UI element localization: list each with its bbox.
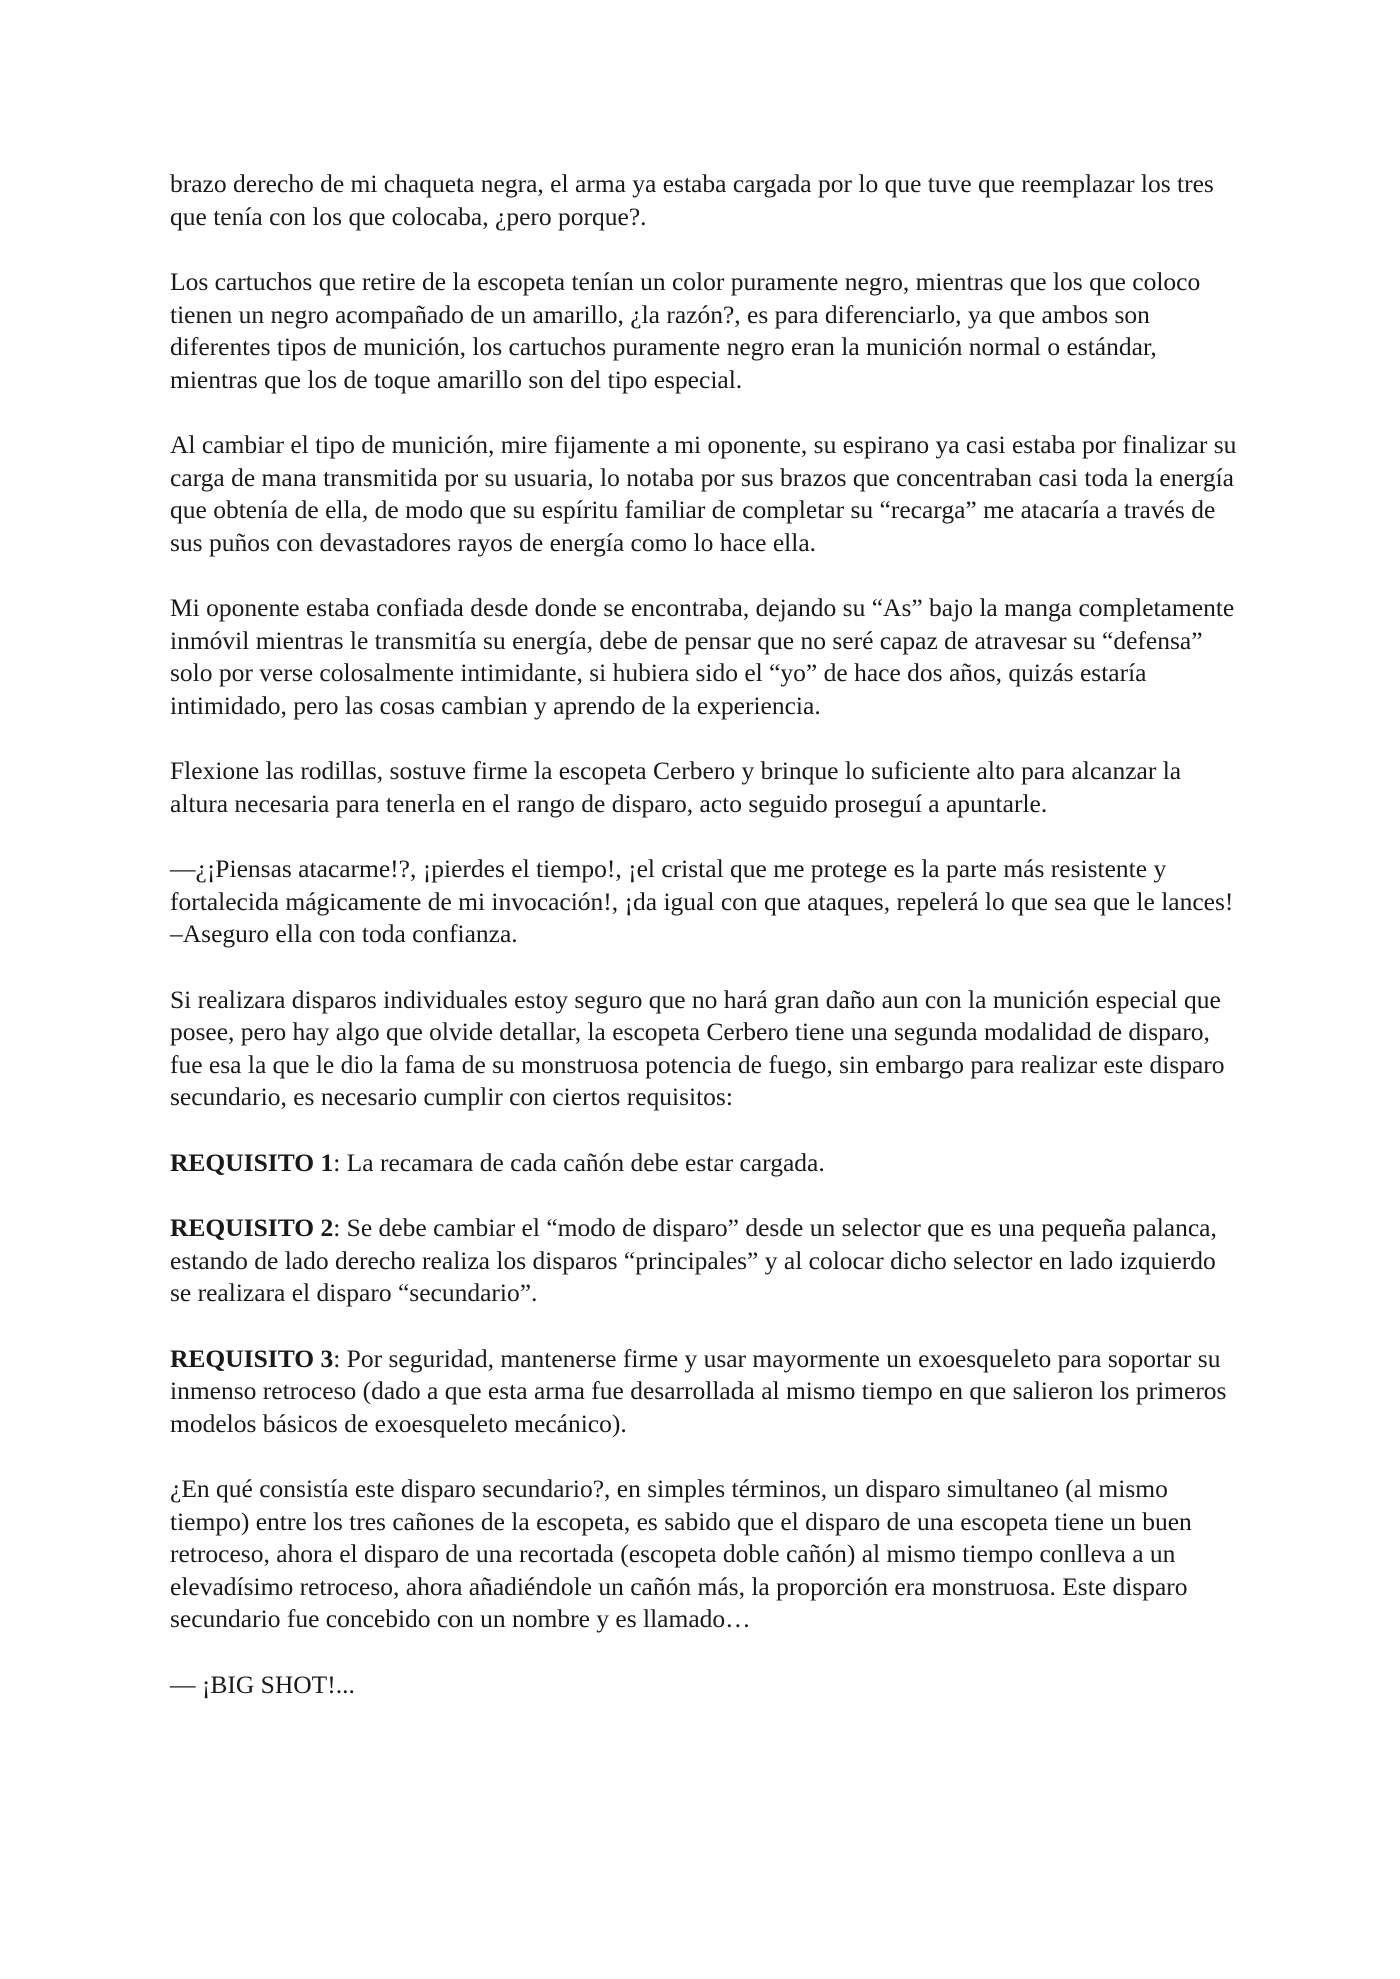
paragraph-2: Los cartuchos que retire de la escopeta tenían un color puramente negro, mientras que los que coloco tienen un negro acompañado de un amarillo, ¿la razón?, es para diferenciarlo, ya que ambos son diferentes tipos de munición, los cartuchos puramente negro eran la munición normal o estándar, mientras que los de toque amarillo son del tipo especial.	[170, 267, 1201, 394]
requirement-2-label: REQUISITO 2	[170, 1213, 334, 1242]
paragraph-1: brazo derecho de mi chaqueta negra, el arma ya estaba cargada por lo que tuve que reemplazar los tres que tenía con los que colocaba, ¿pero porque?.	[170, 169, 1214, 231]
paragraph-5: Flexione las rodillas, sostuve firme la escopeta Cerbero y brinque lo suficiente alto para alcanzar la altura necesaria para tenerla en el rango de disparo, acto seguido proseguí a apuntarle.	[170, 756, 1182, 818]
paragraph-7: Si realizara disparos individuales estoy seguro que no hará gran daño aun con la munición especial que posee, pero hay algo que olvide detallar, la escopeta Cerbero tiene una segunda modalidad de disparo, fue esa la que le dio la fama de su monstruosa potencia de fuego, sin embargo para realizar este disparo secundario, es necesario cumplir con ciertos requisitos:	[170, 984, 1225, 1111]
paragraph-8: ¿En qué consistía este disparo secundario?, en simples términos, un disparo simultaneo (al mismo tiempo) entre los tres cañones de la escopeta, es sabido que el disparo de una escopeta tiene un buen retroceso, ahora el disparo de una recortada (escopeta doble cañón) al mismo tiempo conlleva a un elevadísimo retroceso, ahora añadiéndole un cañón más, la proporción era monstruosa. Este disparo secundario fue concebido con un nombre y es llamado…	[170, 1474, 1192, 1633]
requirement-1	[170, 1147, 1240, 1180]
requirement-2	[170, 1212, 1240, 1310]
closing-line: — ¡BIG SHOT!...	[170, 1669, 355, 1699]
requirement-2-text: : Se debe cambiar el “modo de disparo” desde un selector que es una pequeña palanca, estando de lado derecho realiza los disparos “principales” y al colocar dicho selector en lado izquierdo se realizara el disparo “secundario”.	[170, 1213, 1217, 1307]
requirement-3-label: REQUISITO 3	[170, 1343, 334, 1373]
requirement-3-text: : Por seguridad, mantenerse firme y usar mayormente un exoesqueleto para soportar su inmenso retroceso (dado a que esta arma fue desarrollada al mismo tiempo en que salieron los primeros modelos básicos de exoesqueleto mecánico).	[170, 1343, 1227, 1438]
document-page	[170, 168, 1240, 1734]
paragraph-3: Al cambiar el tipo de munición, mire fijamente a mi oponente, su espirano ya casi estaba por finalizar su carga de mana transmitida por su usuaria, lo notaba por sus brazos que concentraban casi toda la energía que obtenía de ella, de modo que su espíritu familiar de completar su “recarga” me atacaría a través de sus puños con devastadores rayos de energía como lo hace ella.	[170, 430, 1237, 557]
requirement-3	[170, 1343, 1240, 1441]
requirement-1-text: : La recamara de cada cañón debe estar cargada.	[333, 1147, 825, 1177]
requirement-1-label: REQUISITO 1	[170, 1147, 334, 1177]
paragraph-4: Mi oponente estaba confiada desde donde se encontraba, dejando su “As” bajo la manga completamente inmóvil mientras le transmitía su energía, debe de pensar que no seré capaz de atravesar su “defensa” solo por verse colosalmente intimidante, si hubiera sido el “yo” de hace dos años, quizás estaría intimidado, pero las cosas cambian y aprendo de la experiencia.	[170, 593, 1235, 720]
dialogue-paragraph: —¿¡Piensas atacarme!?, ¡pierdes el tiempo!, ¡el cristal que me protege es la parte más resistente y fortalecida mágicamente de mi invocación!, ¡da igual con que ataques, repelerá lo que sea que le lances! –Aseguro ella con toda confianza.	[170, 854, 1234, 948]
